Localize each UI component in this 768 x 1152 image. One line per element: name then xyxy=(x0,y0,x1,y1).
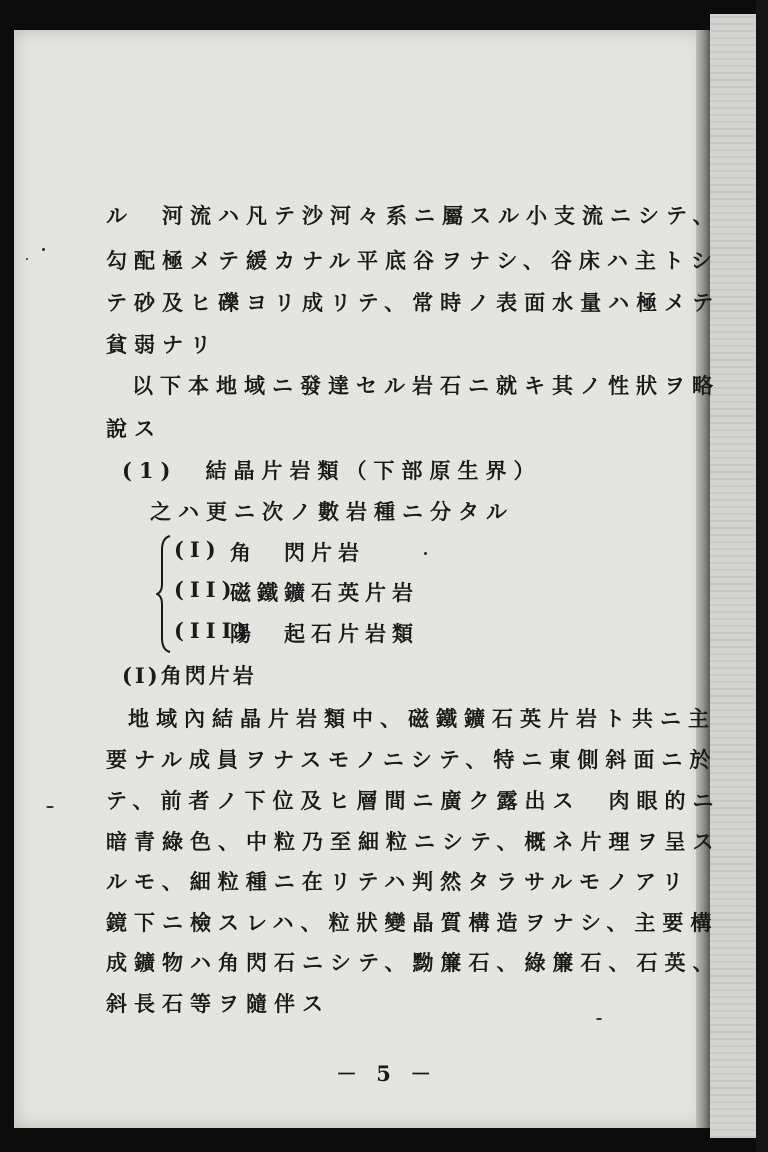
scan-speck xyxy=(26,258,28,260)
brace-icon xyxy=(156,534,172,654)
scan-speck xyxy=(42,248,45,251)
rock-type-name: 磁鐵鑛石英片岩 xyxy=(230,580,419,605)
rock-type-number: (I) xyxy=(174,537,222,562)
paragraph-line-7: 成鑛物ハ角閃石ニシテ、黝簾石、綠簾石、石英、 xyxy=(106,950,721,975)
paragraph-line-4: 暗青綠色、中粒乃至細粒ニシテ、概ネ片理ヲ呈ス xyxy=(106,829,721,854)
scan-border xyxy=(756,0,768,1152)
paragraph-line-2: 要ナル成員ヲナスモノニシテ、特ニ東側斜面ニ於 xyxy=(106,747,718,772)
paragraph-line-5: ルモ、細粒種ニ在リテハ判然タラサルモノアリ xyxy=(106,869,691,894)
page-number: － 5 － xyxy=(336,1061,438,1086)
subsection-heading: (I)角閃片岩 xyxy=(122,663,257,688)
text-line-4: 貧弱ナリ xyxy=(106,332,218,357)
scan-speck xyxy=(596,1018,602,1020)
rock-type-number: (II) xyxy=(174,577,238,602)
text-line-2: 勾配極メテ緩カナル平底谷ヲナシ、谷床ハ主トシ xyxy=(106,248,719,273)
section-intro: 之ハ更ニ次ノ數岩種ニ分タル xyxy=(150,499,514,524)
rock-type-name: 陽 起石片岩類 xyxy=(230,621,419,646)
paragraph-line-8: 斜長石等ヲ隨伴ス xyxy=(106,991,330,1016)
paragraph-line-1: 地域內結晶片岩類中、磁鐵鑛石英片岩ト共ニ主 xyxy=(128,706,716,731)
section-heading: (1) 結晶片岩類（下部原生界） xyxy=(122,458,542,483)
paragraph-line-3: テ、前者ノ下位及ヒ層間ニ廣ク露出ス 肉眼的ニ xyxy=(106,788,721,813)
text-line-3: テ砂及ヒ礫ヨリ成リテ、常時ノ表面水量ハ極メテ xyxy=(106,290,721,315)
rock-type-name: 角 閃片岩 xyxy=(230,540,365,565)
paragraph-line-6: 鏡下ニ檢スレハ、粒狀變晶質構造ヲナシ、主要構 xyxy=(106,910,719,935)
rock-type-number: (III) xyxy=(174,618,254,643)
scan-speck xyxy=(424,552,427,555)
text-line-5: 以下本地域ニ發達セル岩石ニ就キ其ノ性狀ヲ略 xyxy=(132,373,720,398)
text-line-1: ル 河流ハ凡テ沙河々系ニ屬スル小支流ニシテ、 xyxy=(106,203,721,228)
scan-speck xyxy=(46,806,54,808)
text-line-6: 說ス xyxy=(106,416,162,441)
